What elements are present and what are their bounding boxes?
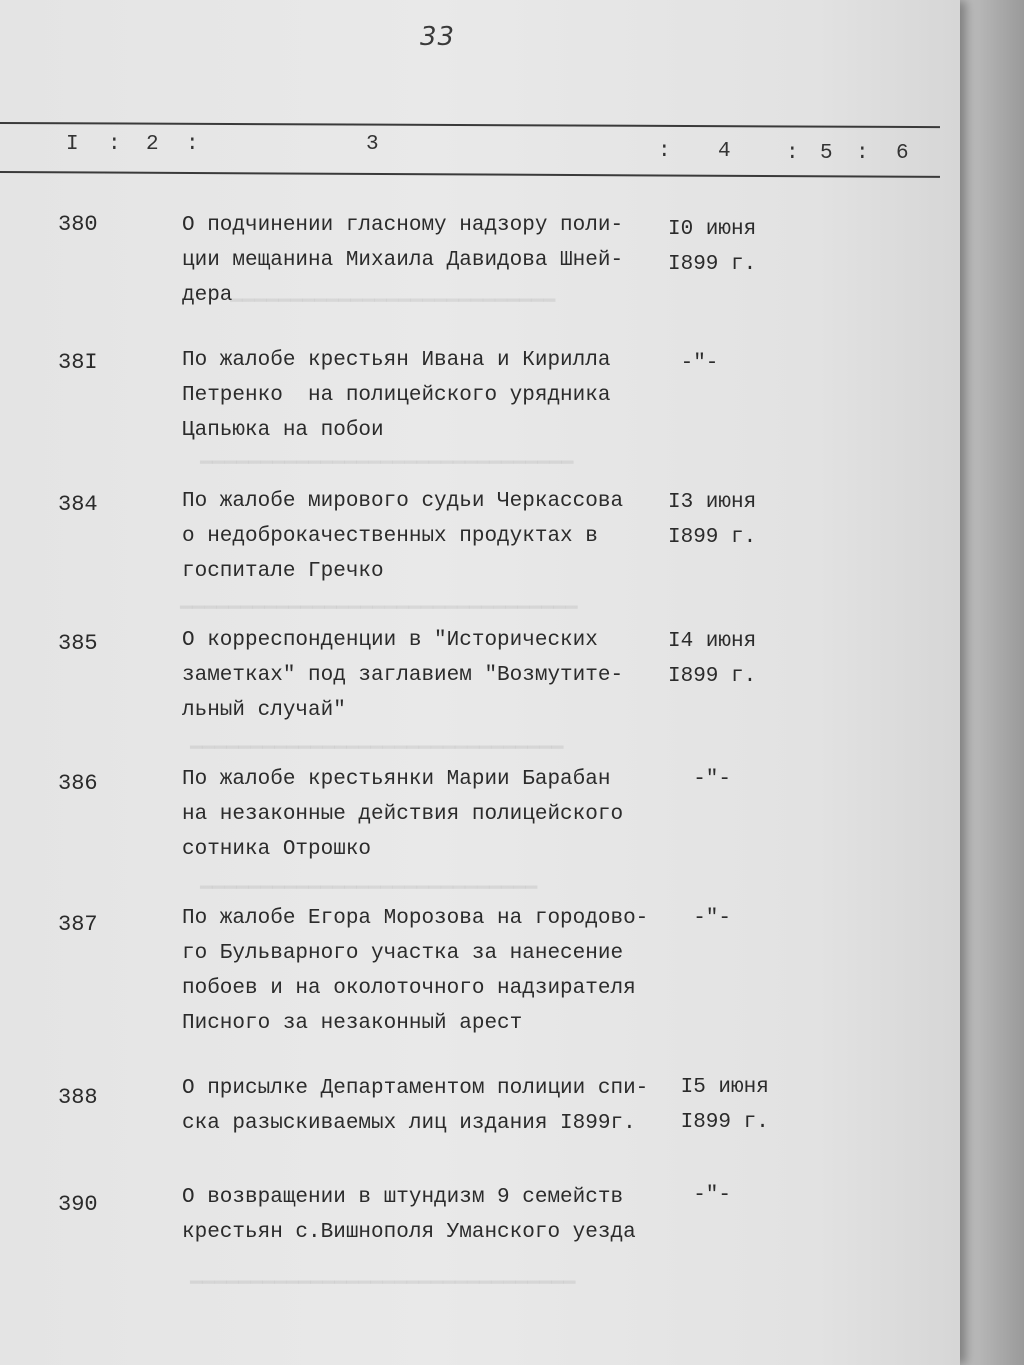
row-description: О присылке Департаментом полиции спи- ска разыскиваемых лиц издания I899г. (182, 1077, 649, 1135)
header-separator: : (108, 133, 121, 156)
header-col-1: I (66, 133, 79, 156)
header-separator: : (658, 140, 671, 163)
page-number: 33 (420, 22, 456, 52)
row-number: 385 (58, 631, 98, 656)
row-date: -"- (668, 768, 732, 791)
row-date: I3 июня I899 г. (668, 491, 757, 549)
show-through: ━━━━━━━━━━━━━━━━━━━━━━━━━━━━━━━ (200, 453, 574, 476)
row-description: О подчинении гласному надзору поли- ции мещанина Михаила Давидова Шней- дера (182, 214, 624, 307)
row-date: I0 июня I899 г. (668, 218, 757, 276)
header-separator: : (186, 133, 199, 156)
header-separator: : (856, 142, 869, 165)
row-date: I5 июня I899 г. (680, 1076, 769, 1134)
header-col-2: 2 (146, 133, 159, 156)
show-through: ━━━━━━━━━━━━━━━━━━━━━━━━━━━━━━━━━ (180, 598, 578, 621)
row-number: 388 (58, 1085, 98, 1110)
row-description: О возвращении в штундизм 9 семейств крестьян с.Вишнополя Уманского уезда (182, 1186, 636, 1244)
row-date: I4 июня I899 г. (668, 630, 757, 688)
show-through: ━━━━━━━━━━━━━━━━━━━━━━━━━━━━ (200, 878, 538, 901)
header-top-rule (0, 122, 940, 128)
row-number: 384 (58, 492, 98, 517)
row-number: 386 (58, 771, 98, 796)
row-description: О корреспонденции в "Исторических заметках" под заглавием "Возмутите- льный случай" (182, 629, 624, 722)
header-col-5: 5 (820, 142, 833, 165)
row-description: По жалобе мирового судьи Черкассова о недоброкачественных продуктах в госпитале Гречко (182, 490, 624, 583)
header-col-6: 6 (896, 142, 909, 165)
row-number: 390 (58, 1192, 98, 1217)
row-number: 380 (58, 212, 98, 237)
show-through: ━━━━━━━━━━━━━━━━━━━━━━━━━━━━━━━━ (190, 1273, 576, 1296)
show-through: ━━━━━━━━━━━━━━━━━━━━━━━━━━━ (230, 291, 556, 314)
header-col-4: 4 (718, 140, 731, 163)
row-description: По жалобе Егора Морозова на городово- го Бульварного участка за нанесение побоев и на околоточного надзирателя Писного за незаконный арест (182, 907, 649, 1035)
row-date: -"- (668, 1184, 732, 1207)
header-col-3: 3 (366, 133, 379, 156)
row-date: -"- (668, 907, 732, 930)
row-number: 38I (58, 350, 98, 375)
row-description: По жалобе крестьянки Марии Барабан на незаконные действия полицейского сотника Отрошко (182, 768, 624, 861)
row-date: -"- (668, 352, 719, 375)
row-description: По жалобе крестьян Ивана и Кирилла Петренко на полицейского урядника Цапьюка на побои (182, 349, 611, 442)
show-through: ━━━━━━━━━━━━━━━━━━━━━━━━━━━━━━━ (190, 738, 564, 761)
header-bottom-rule (0, 171, 940, 178)
row-number: 387 (58, 912, 98, 937)
header-separator: : (786, 142, 799, 165)
